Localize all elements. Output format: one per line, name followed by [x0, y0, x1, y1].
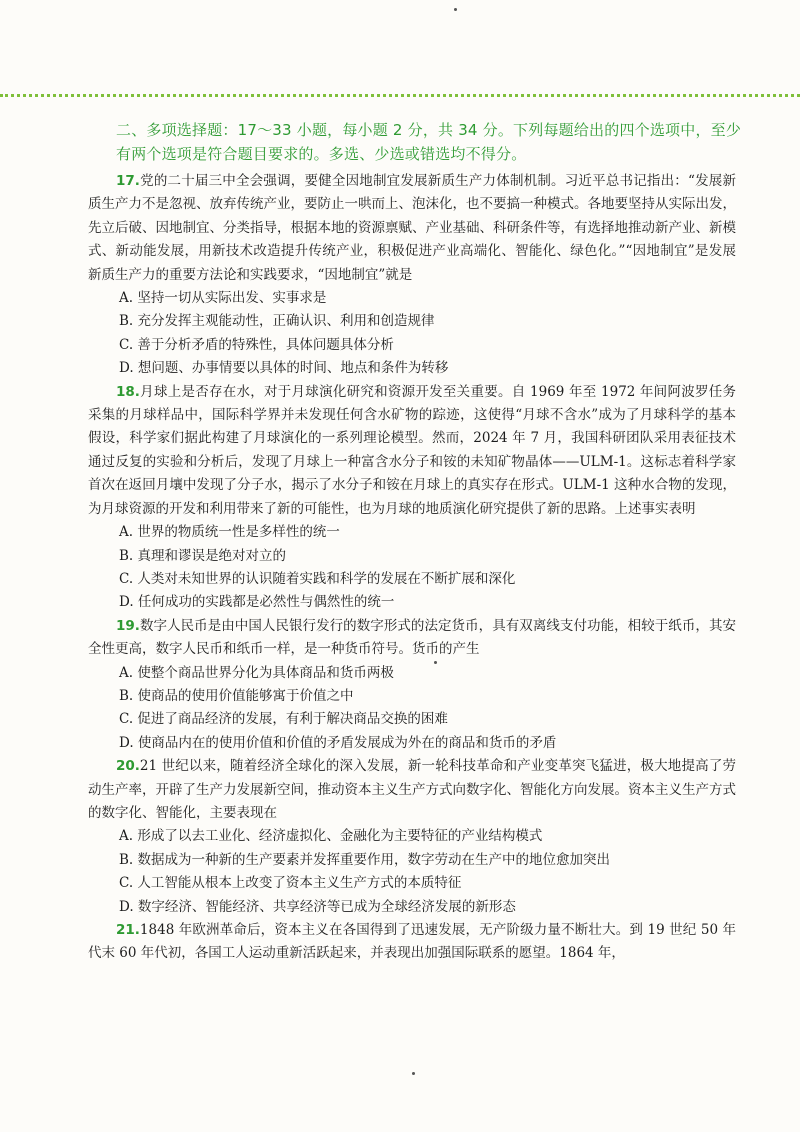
- question-20: [88, 755, 736, 919]
- question-stem: 月球上是否存在水，对于月球演化研究和资源开发至关重要。自 1969 年至 1972 年间阿波罗任务采集的月球样品中，国际科学界并未发现任何含水矿物的踪迹，这使得“月球不含水”成为了月球科学的基本假设，科学家们据此构建了月球演化的一系列理论模型。然而，2024 年 7 月，我国科研团队采用表征技术通过反复的实验和分析后，发现了月球上一种富含水分子和铵的未知矿物晶体——ULM-1。这标志着科学家首次在返回月壤中发现了分子水，揭示了水分子和铵在月球上的真实存在形式。ULM-1 这种水合物的发现，为月球资源的开发和利用带来了新的可能性，也为月球的地质演化研究提供了新的思路。上述事实表明: [88, 383, 736, 517]
- question-stem: 1848 年欧洲革命后，资本主义在各国得到了迅速发展，无产阶级力量不断壮大。到 19 世纪 50 年代末 60 年代初，各国工人运动重新活跃起来，并表现出加强国际联系的愿望。1864 年，: [88, 922, 736, 962]
- option-b: B. 使商品的使用价值能够寓于价值之中: [119, 687, 354, 704]
- question-17: [88, 170, 736, 381]
- option-d: D. 使商品内在的使用价值和价值的矛盾发展成为外在的商品和货币的矛盾: [119, 734, 557, 751]
- option-c: C. 人类对未知世界的认识随着实践和科学的发展在不断扩展和深化: [119, 570, 516, 587]
- option-a: A. 使整个商品世界分化为具体商品和货币两极: [119, 664, 394, 681]
- scan-speck: [412, 1072, 415, 1075]
- question-stem: 21 世纪以来，随着经济全球化的深入发展，新一轮科技革命和产业变革突飞猛进，极大地提高了劳动生产率，开辟了生产力发展新空间，推动资本主义生产方式向数字化、智能化方向发展。资本主义生产方式的数字化、智能化，主要表现在: [88, 758, 736, 821]
- option-b: B. 真理和谬误是绝对对立的: [119, 547, 287, 564]
- option-d: D. 想问题、办事情要以具体的时间、地点和条件为转移: [119, 360, 449, 377]
- scan-speck: [454, 8, 457, 11]
- dotted-divider: [0, 94, 800, 97]
- question-number: 21.: [116, 922, 140, 938]
- question-list: [88, 170, 736, 966]
- option-c: C. 善于分析矛盾的特殊性，具体问题具体分析: [119, 336, 394, 353]
- question-number: 20.: [116, 758, 140, 775]
- section-heading: 二、多项选择题：17～33 小题，每小题 2 分，共 34 分。下列每题给出的四个选项中，至少有两个选项是符合题目要求的。多选、少选或错选均不得分。: [116, 121, 742, 163]
- question-stem: 数字人民币是由中国人民银行发行的数字形式的法定货币，具有双离线支付功能，相较于纸币，其安全性更高，数字人民币和纸币一样，是一种货币符号。货币的产生: [88, 617, 736, 658]
- question-21: [88, 919, 736, 966]
- option-d: D. 数字经济、智能经济、共享经济等已成为全球经济发展的新形态: [119, 898, 516, 915]
- option-d: D. 任何成功的实践都是必然性与偶然性的统一: [119, 594, 395, 611]
- option-a: A. 世界的物质统一性是多样性的统一: [119, 524, 340, 541]
- option-b: B. 充分发挥主观能动性，正确认识、利用和创造规律: [119, 313, 435, 330]
- option-c: C. 人工智能从根本上改变了资本主义生产方式的本质特征: [119, 875, 462, 892]
- question-number: 17.: [116, 173, 140, 189]
- question-18: [88, 381, 736, 615]
- option-a: A. 坚持一切从实际出发、实事求是: [119, 290, 327, 307]
- question-19: [88, 615, 736, 755]
- option-c: C. 促进了商品经济的发展，有利于解决商品交换的困难: [119, 711, 448, 728]
- option-b: B. 数据成为一种新的生产要素并发挥重要作用，数字劳动在生产中的地位愈加突出: [119, 851, 611, 868]
- question-number: 19.: [116, 617, 140, 634]
- option-a: A. 形成了以去工业化、经济虚拟化、金融化为主要特征的产业结构模式: [119, 828, 543, 845]
- question-stem: 党的二十届三中全会强调，要健全因地制宜发展新质生产力体制机制。习近平总书记指出：“发展新质生产力不是忽视、放弃传统产业，要防止一哄而上、泡沫化，也不要搞一种模式。各地要坚持从实际出发，先立后破、因地制宜、分类指导，根据本地的资源禀赋、产业基础、科研条件等，有选择地推动新产业、新模式、新动能发展，用新技术改造提升传统产业，积极促进产业高端化、智能化、绿色化。”“因地制宜”是发展新质生产力的重要方法论和实践要求，“因地制宜”就是: [88, 173, 736, 283]
- question-number: 18.: [116, 383, 140, 400]
